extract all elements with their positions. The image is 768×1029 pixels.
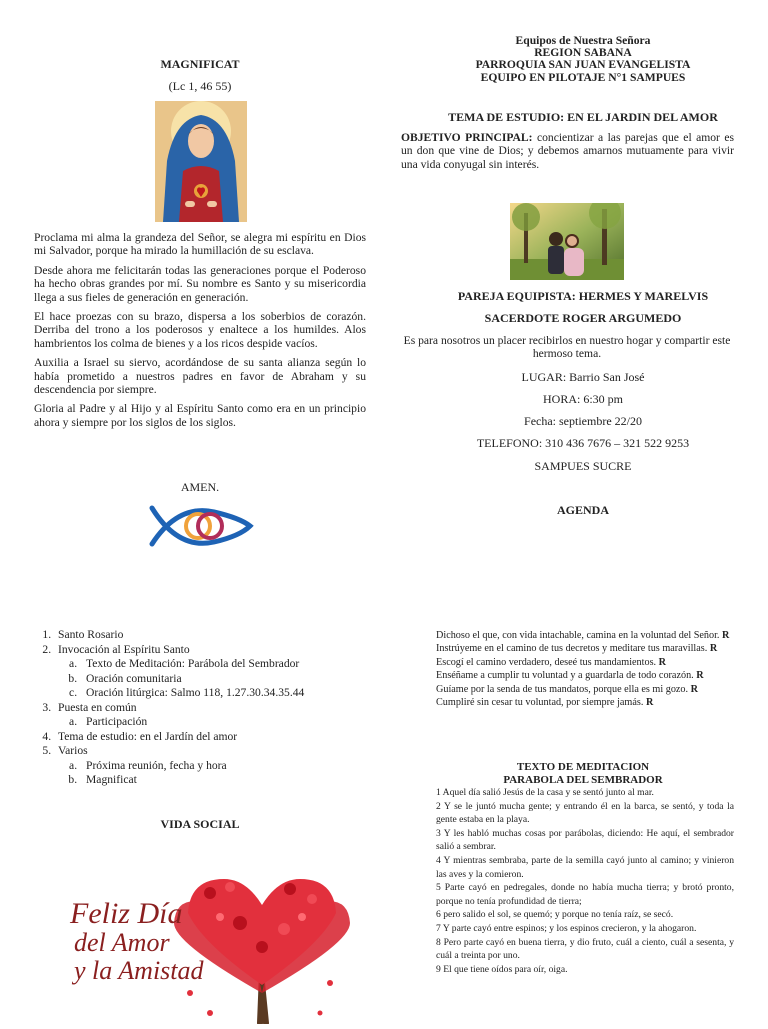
- time-text: HORA: 6:30 pm: [542, 392, 623, 406]
- agenda-subitem: a. Próxima reunión, fecha y hora: [80, 759, 370, 774]
- love-friendship-card: [40, 843, 350, 1024]
- card-text-line2: del Amor: [74, 928, 170, 957]
- meditation-verse: 3 Y les habló muchas cosas por parábolas, diciendo: He aquí, el sembrador salió a sembrar.: [436, 827, 734, 853]
- psalm-verse: Cumpliré sin cesar tu voluntad, por siempre jamás. R: [436, 697, 654, 709]
- meditation-title: TEXTO DE MEDITACION: [516, 761, 650, 773]
- meditation-verse: 4 Y mientras sembraba, parte de la semilla cayó junto al camino; y vinieron las aves y la comieron.: [436, 854, 734, 880]
- couple-name: PAREJA EQUIPISTA: HERMES Y MARELVIS: [457, 289, 709, 303]
- agenda-item: 5. Varios a. Próxima reunión, fecha y hora b. Magnificat: [54, 744, 370, 788]
- card-text-line3: y la Amistad: [74, 956, 204, 985]
- agenda-item: 4. Tema de estudio: en el Jardín del amor: [54, 730, 370, 745]
- study-theme: TEMA DE ESTUDIO: EN EL JARDIN DEL AMOR: [448, 110, 718, 124]
- magnificat-paragraph: Gloria al Padre y al Hijo y al Espíritu Santo como era en un principio ahora y siempre por los siglos de los siglos.: [34, 402, 366, 429]
- agenda-list: [20, 628, 370, 788]
- psalm-verse: Escogí el camino verdadero, deseé tus mandamientos. R: [436, 656, 666, 668]
- region-name: REGION SABANA: [534, 46, 632, 60]
- agenda-sublist: [58, 759, 370, 788]
- meditation-verse: 2 Y se le juntó mucha gente; y entrando él en la barca, se sentó, y toda la gente estaba en la playa.: [436, 800, 734, 826]
- agenda-item: 1. Santo Rosario: [54, 628, 370, 643]
- psalm-verse: Dichoso el que, con vida intachable, camina en la voluntad del Señor. R: [436, 630, 730, 641]
- magnificat-paragraph: El hace proezas con su brazo, dispersa a los soberbios de corazón. Derriba del trono a los poderosos y enaltece a los humildes. Alos hambrientos los colma de bienes y a los ricos despide vacíos.: [34, 310, 366, 350]
- meditation-subtitle: PARABOLA DEL SEMBRADOR: [503, 774, 663, 786]
- psalm-verse: Instrúyeme en el camino de tus decretos y meditare tus maravillas. R: [436, 643, 718, 655]
- agenda-item: 3. Puesta en común a. Participación: [54, 701, 370, 730]
- magnificat-text: [34, 231, 366, 429]
- meditation-titles: [400, 761, 766, 787]
- header-block: [400, 35, 766, 84]
- agenda-list-container: [20, 628, 370, 788]
- place-text: LUGAR: Barrio San José: [521, 370, 645, 384]
- card-text-line1: Feliz Día: [70, 897, 183, 930]
- agenda-subitem: b. Magnificat: [80, 773, 370, 788]
- agenda-subitem: b. Oración comunitaria: [80, 672, 370, 687]
- objective-label: OBJETIVO PRINCIPAL:: [401, 131, 533, 144]
- meditation-verse: 6 pero salido el sol, se quemó; y porque no tenía raíz, se secó.: [436, 909, 674, 921]
- meditation-verse: 5 Parte cayó en pedregales, donde no había mucha tierra; y brotó pronto, porque no tenía profundidad de tierra;: [436, 882, 734, 907]
- magnificat-paragraph: Proclama mi alma la grandeza del Señor, se alegra mi espíritu en Dios mi Salvador, porque ha mirado la humillación de su esclava.: [34, 231, 366, 258]
- magnificat-title: MAGNIFICAT: [160, 57, 240, 71]
- meditation-verse: 7 Y parte cayó entre espinos; y los espinos crecieron, y la ahogaron.: [436, 922, 697, 934]
- agenda-subitem: a. Participación: [80, 715, 370, 730]
- social-title: VIDA SOCIAL: [160, 817, 240, 831]
- meditation-verse: 9 El que tiene oídos para oír, oiga.: [436, 963, 568, 975]
- agenda-subitem: a. Texto de Meditación: Parábola del Sembrador: [80, 657, 370, 672]
- org-name: Equipos de Nuestra Señora: [515, 34, 651, 47]
- magnificat-reference: (Lc 1, 46 55): [168, 79, 232, 93]
- agenda-sublist: [58, 657, 370, 701]
- magnificat-paragraph: Desde ahora me felicitarán todas las generaciones porque el Poderoso ha hecho obras grandes por mí. Su nombre es Santo y su misericordia llega a sus fieles de generación en generación.: [34, 263, 366, 304]
- meditation-verse: 8 Pero parte cayó en buena tierra, y dio fruto, cuál a ciento, cuál a sesenta, y cuál a treinta por uno.: [436, 936, 734, 962]
- agenda-item: 2. Invocación al Espíritu Santo a. Texto de Meditación: Parábola del Sembrador b. Oración comunitaria c. Oración litúrgica: Salmo 118, 1.27.30.34.35.44: [54, 643, 370, 701]
- psalm-verse: Guíame por la senda de tus mandatos, porque ella es mi gozo. R: [436, 683, 698, 695]
- team-name: EQUIPO EN PILOTAJE N°1 SAMPUES: [480, 70, 686, 84]
- ens-fish-logo: [148, 500, 254, 552]
- city-text: SAMPUES SUCRE: [534, 459, 632, 473]
- phone-text: TELEFONO: 310 436 7676 – 321 522 9253: [476, 436, 690, 450]
- virgin-mary-image: [155, 101, 247, 222]
- agenda-subitem: c. Oración litúrgica: Salmo 118, 1.27.30.34.35.44: [80, 686, 370, 701]
- parish-name: PARROQUIA SAN JUAN EVANGELISTA: [475, 58, 691, 72]
- amen-text: AMEN.: [180, 480, 220, 494]
- psalm-verse: Enséñame a cumplir tu voluntad y a guardarla de todo corazón. R: [436, 670, 704, 682]
- meditation-verses: [436, 786, 734, 976]
- magnificat-paragraph: Auxilia a Israel su siervo, acordándose de su santa alianza según lo había prometido a nuestros padres en favor de Abraham y su descendencia por siempre.: [34, 356, 366, 397]
- meditation-verse: 1 Aquel día salió Jesús de la casa y se sentó junto al mar.: [436, 787, 654, 798]
- psalm-verses: [436, 629, 734, 709]
- objective-text: [401, 131, 734, 171]
- welcome-text: Es para nosotros un placer recibirlos en nuestro hogar y compartir este hermoso tema.: [403, 334, 731, 361]
- agenda-title: AGENDA: [556, 503, 609, 517]
- couple-photo: [510, 203, 624, 280]
- objective-body: concientizar a las parejas que el amor es un don que vine de Dios; y debemos amarnos mutuamente para vivir una vida conyugal sin interés.: [401, 131, 734, 171]
- agenda-sublist: [58, 715, 370, 730]
- date-text: Fecha: septiembre 22/20: [524, 414, 642, 428]
- priest-name: SACERDOTE ROGER ARGUMEDO: [484, 311, 682, 325]
